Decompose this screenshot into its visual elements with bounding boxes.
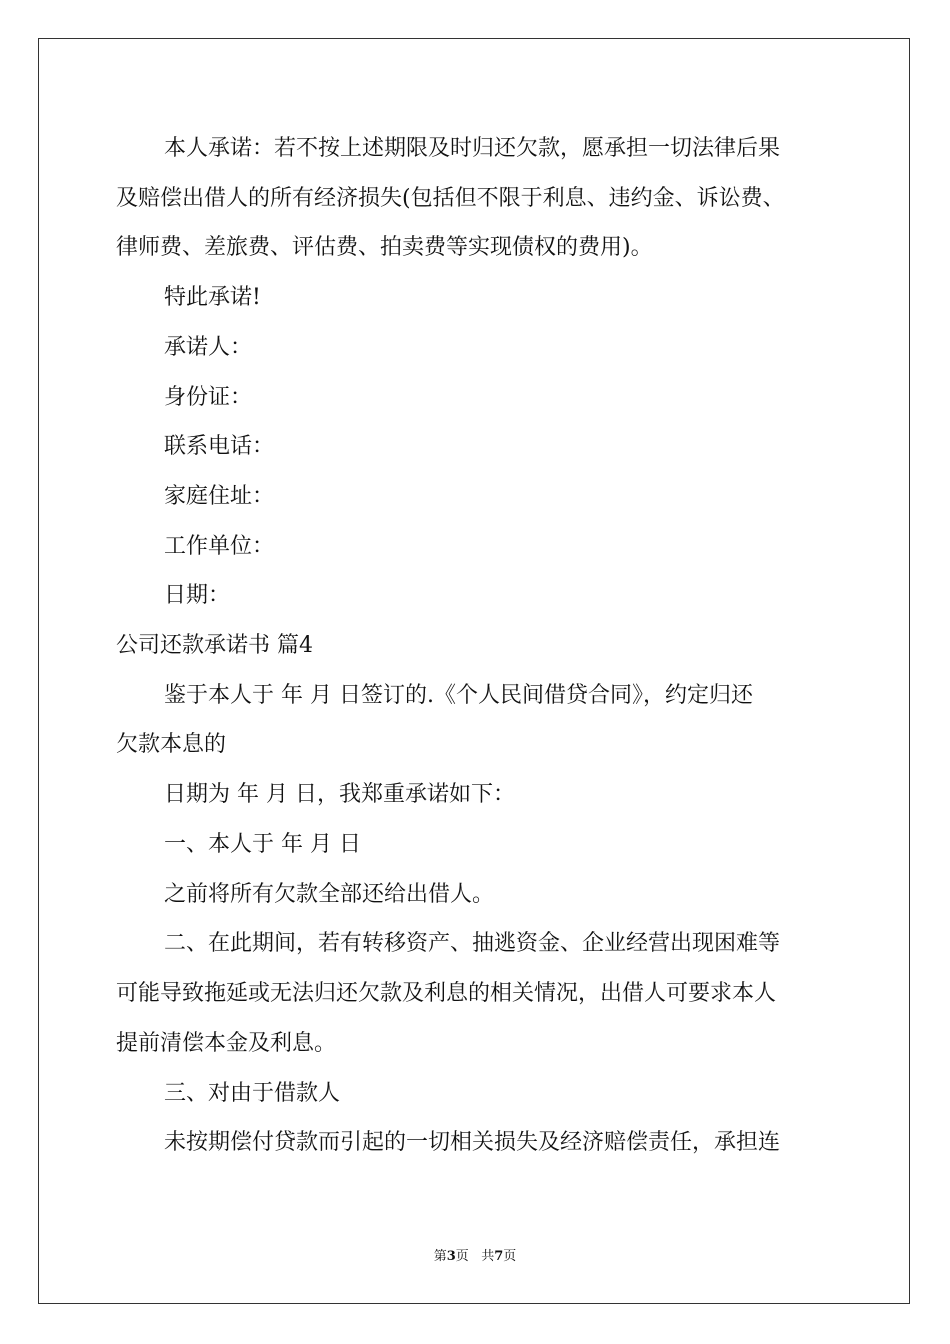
footer-total-prefix: 共 (481, 1249, 495, 1264)
text-line: 三、对由于借款人 (164, 1081, 341, 1106)
text-line: 特此承诺! (164, 285, 261, 310)
text-line: 之前将所有欠款全部还给出借人。 (164, 882, 495, 907)
text-line: 日期： (164, 583, 231, 608)
text-line: 公司还款承诺书 篇4 (116, 633, 313, 658)
text-line: 联系电话： (164, 434, 275, 459)
text-line: 提前清偿本金及利息。 (116, 1031, 337, 1056)
text-line: 未按期偿付贷款而引起的一切相关损失及经济赔偿责任，承担连 (164, 1130, 781, 1155)
text-line: 及赔偿出借人的所有经济损失(包括但不限于利息、违约金、诉讼费、 (116, 186, 785, 211)
text-line: 律师费、差旅费、评估费、拍卖费等实现债权的费用)。 (116, 235, 653, 260)
text-line: 可能导致拖延或无法归还欠款及利息的相关情况，出借人可要求本人 (116, 981, 777, 1006)
footer-page-prefix: 第 (433, 1249, 447, 1264)
text-line: 鉴于本人于 年 月 日签订的.《个人民间借贷合同》，约定归还 (164, 683, 753, 708)
text-line: 家庭住址： (164, 484, 275, 509)
text-line: 本人承诺：若不按上述期限及时归还欠款，愿承担一切法律后果 (164, 136, 781, 161)
text-line: 欠款本息的 (116, 732, 227, 757)
footer-total-suffix: 页 (503, 1249, 517, 1264)
page-border (38, 38, 910, 1304)
footer-page-total: 7 (494, 1249, 504, 1264)
text-line: 一、本人于 年 月 日 (164, 832, 361, 857)
text-line: 日期为 年 月 日，我郑重承诺如下： (164, 782, 515, 807)
footer-page-current: 3 (446, 1249, 456, 1264)
text-line: 身份证： (164, 385, 253, 410)
footer-page-suffix: 页 (455, 1249, 469, 1264)
page-footer (0, 1245, 950, 1264)
text-line: 工作单位： (164, 534, 275, 559)
text-line: 承诺人： (164, 335, 253, 360)
text-line: 二、在此期间，若有转移资产、抽逃资金、企业经营出现困难等 (164, 931, 781, 956)
